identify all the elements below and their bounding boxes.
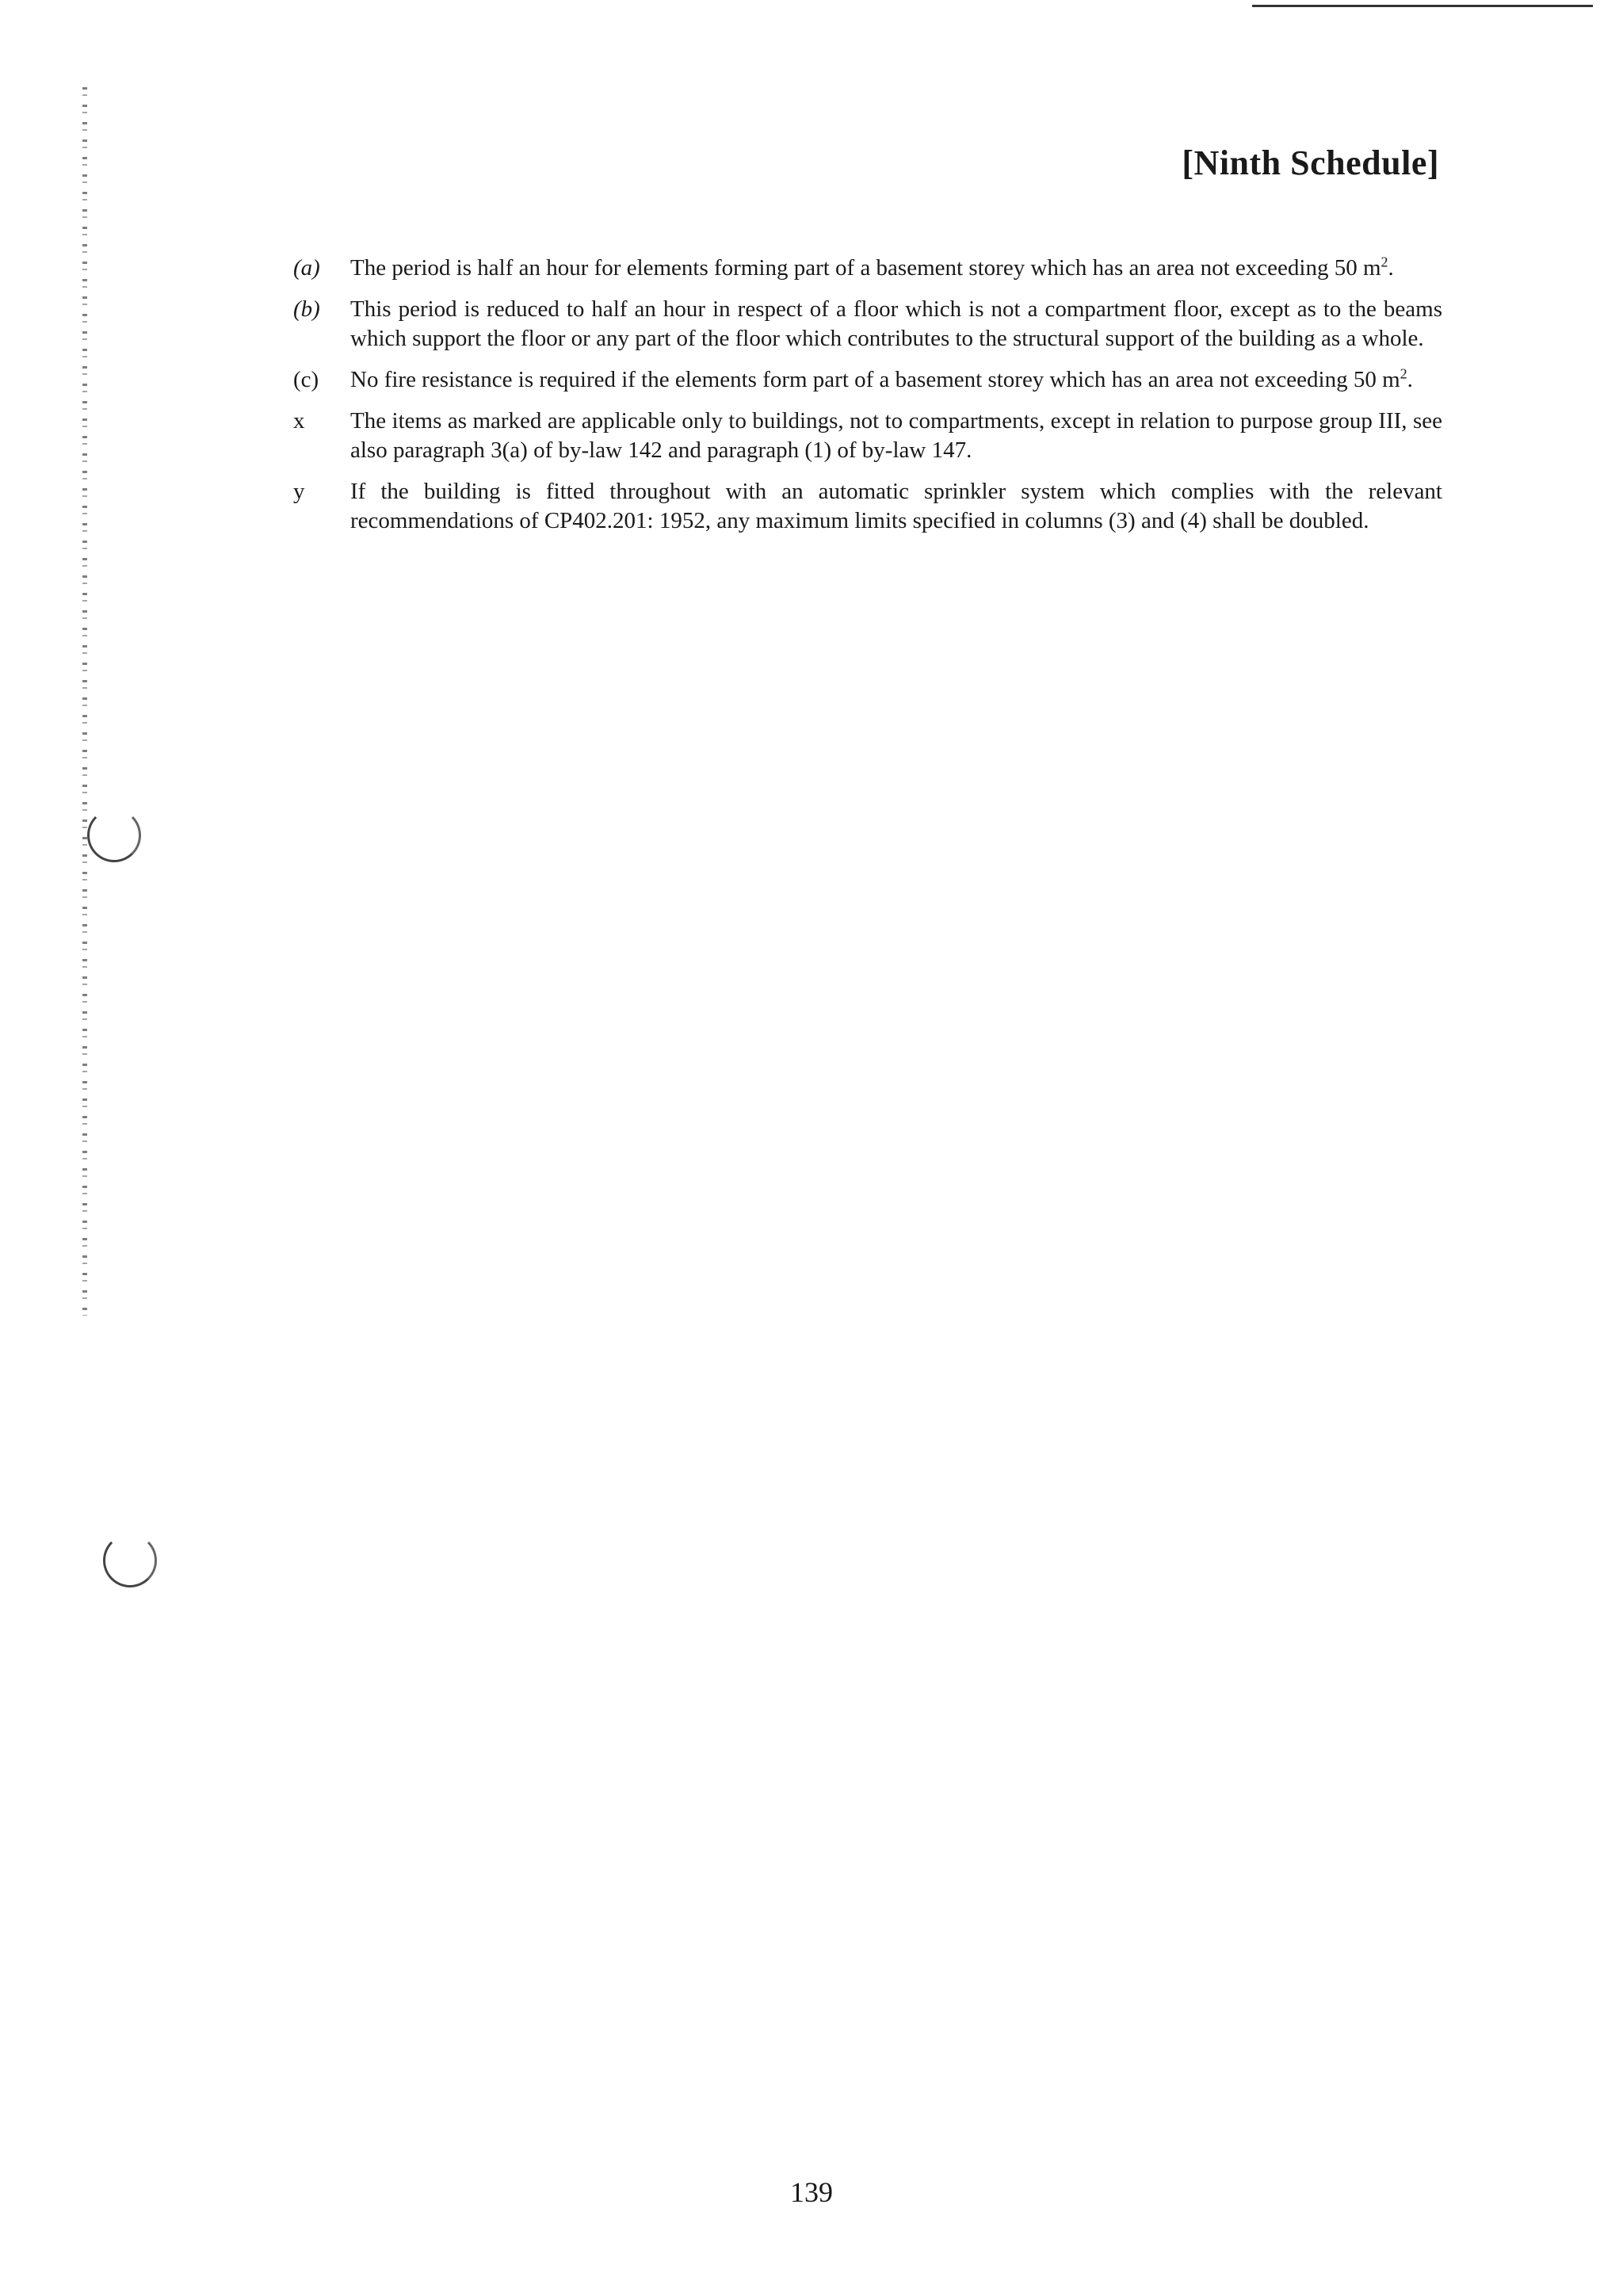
note-item-a	[293, 254, 1442, 283]
notes-list	[293, 254, 1442, 548]
page-header: [Ninth Schedule]	[1182, 143, 1439, 182]
superscript: 2	[1400, 365, 1407, 382]
scan-binding-edge	[82, 87, 87, 1316]
superscript: 2	[1381, 254, 1388, 270]
scan-top-rule	[1252, 5, 1593, 7]
note-mark: y	[293, 479, 305, 504]
note-mark: (c)	[293, 367, 319, 392]
punch-hole-icon	[87, 808, 141, 862]
note-mark: x	[293, 408, 305, 434]
note-item-y	[293, 477, 1442, 536]
note-item-x	[293, 407, 1442, 465]
note-item-b	[293, 295, 1442, 353]
note-text: If the building is fitted throughout with an automatic sprinkler system which complies with the relevant recommendations of CP402.201: 1952, any maximum limits specified in columns (3) and (4) shall be doubled.	[350, 479, 1442, 533]
note-item-c	[293, 365, 1442, 395]
note-mark: (a)	[293, 255, 320, 281]
note-text: The items as marked are applicable only to buildings, not to compartments, except in relation to purpose group III, see also paragraph 3(a) of by-law 142 and paragraph (1) of by-law 147.	[350, 408, 1442, 463]
note-text: This period is reduced to half an hour in respect of a floor which is not a compartment floor, except as to the beams which support the floor or any part of the floor which contributes to the structural support of the building as a whole.	[350, 296, 1442, 351]
note-mark: (b)	[293, 296, 320, 322]
note-text: The period is half an hour for elements forming part of a basement storey which has an area not exceeding 50 $m^2$.	[350, 254, 1394, 281]
note-text: No fire resistance is required if the elements form part of a basement storey which has an area not exceeding 50 $m^2$.	[350, 365, 1413, 392]
punch-hole-icon	[103, 1534, 157, 1587]
page-number: 139	[790, 2176, 833, 2208]
